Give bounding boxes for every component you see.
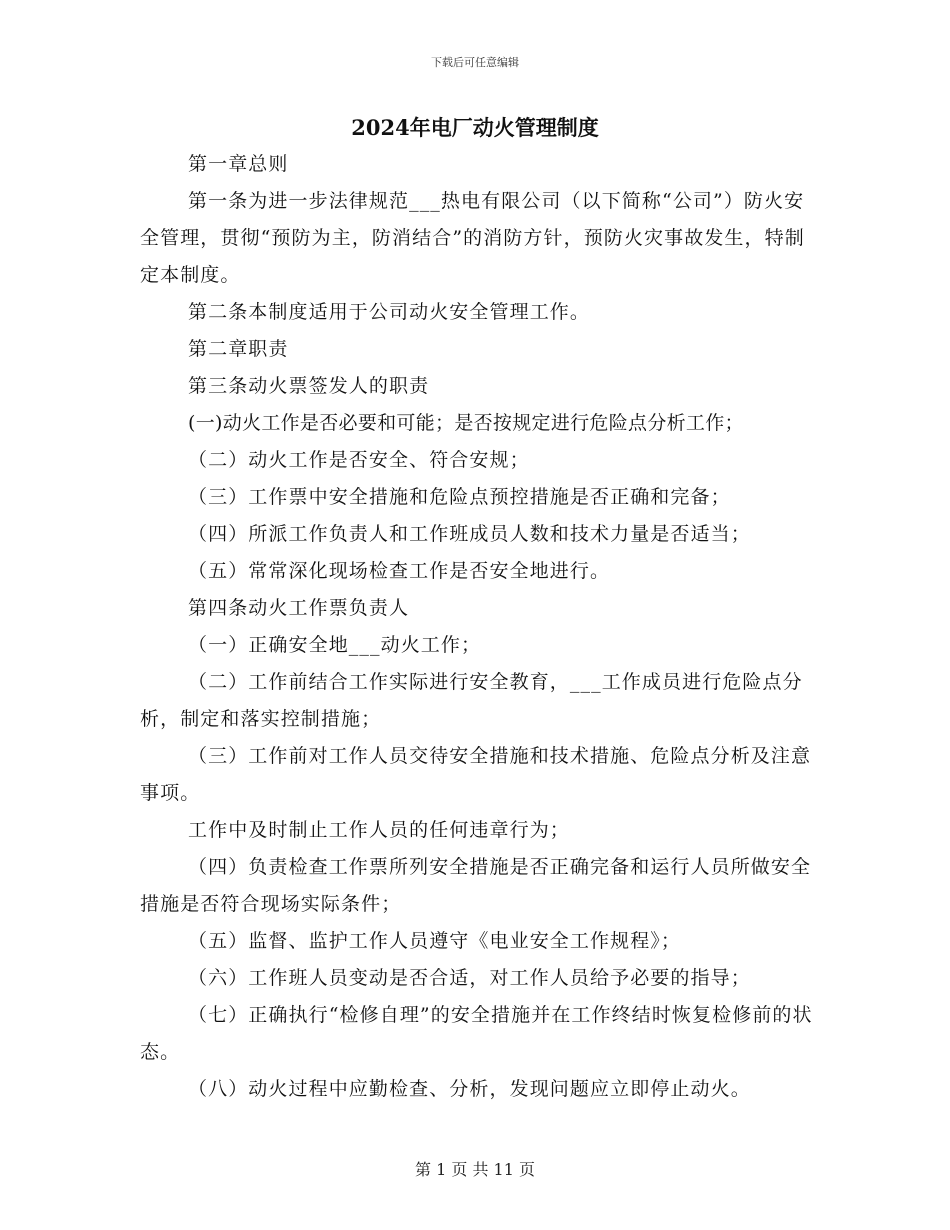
paragraph-chapter-2: 第二章职责 <box>188 338 289 360</box>
paragraph-item: （一）正确安全地___动火工作； <box>188 634 482 656</box>
paragraph-item: （四）所派工作负责人和工作班成员人数和技术力量是否适当； <box>188 523 751 545</box>
paragraph-article-1: 第一条为进一步法律规范___热电有限公司（以下简称“公司”）防火安全管理，贯彻“预防为主，防消结合”的消防方针，预防火灾事故发生，特制定本制度。 <box>140 190 805 286</box>
paragraph-item: （二）动火工作是否安全、符合安规； <box>188 449 530 471</box>
paragraph-article-4: 第四条动火工作票负责人 <box>188 597 410 619</box>
paragraph-item: （三）工作票中安全措施和危险点预控措施是否正确和完备； <box>188 486 731 508</box>
paragraph-item: （七）正确执行“检修自理”的安全措施并在工作终结时恢复检修前的状态。 <box>140 1004 813 1063</box>
paragraph-item: （三）工作前对工作人员交待安全措施和技术措施、危险点分析及注意事项。 <box>140 745 812 804</box>
paragraph-item: (一)动火工作是否必要和可能；是否按规定进行危险点分析工作； <box>188 412 744 434</box>
paragraph-article-3: 第三条动火票签发人的职责 <box>188 375 430 397</box>
page-number: 第 1 页 共 11 页 <box>415 1160 535 1179</box>
paragraph-item: （五）监督、监护工作人员遵守《电业安全工作规程》； <box>188 930 682 952</box>
document-title: 2024年电厂动火管理制度 <box>351 115 599 140</box>
paragraph-item: （八）动火过程中应勤检查、分析，发现问题应立即停止动火。 <box>188 1078 751 1100</box>
paragraph-item: （二）工作前结合工作实际进行安全教育，___工作成员进行危险点分析，制定和落实控制措施； <box>140 671 803 730</box>
header-note: 下载后可任意编辑 <box>431 56 519 69</box>
paragraph-chapter-1: 第一章总则 <box>188 153 289 175</box>
paragraph-item: （五）常常深化现场检查工作是否安全地进行。 <box>188 560 611 582</box>
paragraph-item: 工作中及时制止工作人员的任何违章行为； <box>188 819 570 841</box>
document-body <box>140 146 815 1108</box>
paragraph-item: （六）工作班人员变动是否合适，对工作人员给予必要的指导； <box>188 967 751 989</box>
paragraph-article-2: 第二条本制度适用于公司动火安全管理工作。 <box>188 301 591 323</box>
paragraph-item: （四）负责检查工作票所列安全措施是否正确完备和运行人员所做安全措施是否符合现场实际条件； <box>140 856 812 915</box>
